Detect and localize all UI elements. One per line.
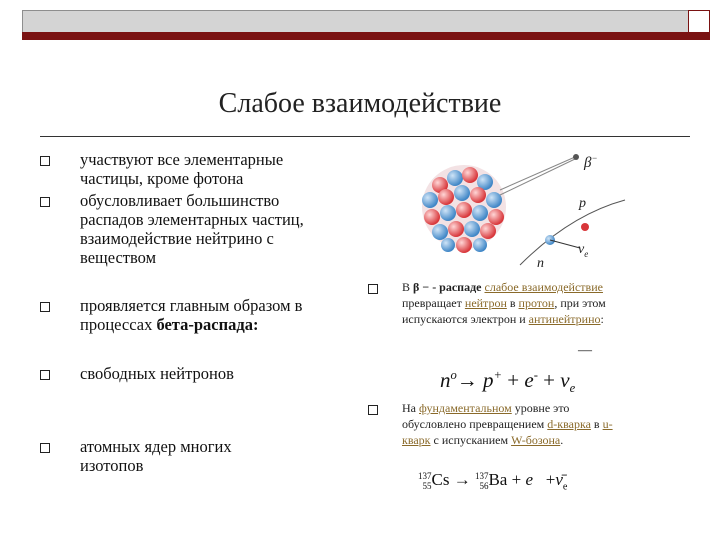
- nu-label: $\nu_e$: [578, 242, 589, 259]
- ba-numbers: [475, 471, 489, 491]
- rn1-l2a: превращает: [402, 296, 465, 310]
- right-note-2: [402, 400, 682, 448]
- rn1-l3a: испускаются электрон и: [402, 312, 529, 326]
- rn2-l3b: .: [560, 433, 564, 447]
- header-corner-box: [688, 10, 710, 33]
- bullet-icon: [40, 156, 50, 166]
- eq2-arrow: →: [453, 470, 471, 489]
- cs-decay-equation: [418, 470, 567, 492]
- n-label: n: [537, 256, 544, 271]
- bullet-icon: [40, 302, 50, 312]
- link-antineutrino[interactable]: антинейтрино: [528, 312, 601, 326]
- eq-e-sup: -: [533, 368, 538, 382]
- link-neutron[interactable]: нейтрон: [464, 296, 507, 310]
- rn2-l1b: уровне это: [511, 401, 570, 415]
- eq-nu: ν: [560, 368, 570, 392]
- bullet-text-3a: проявляется главным образом в процессах: [80, 296, 303, 334]
- bullet-icon: [368, 284, 378, 294]
- bullet-text-4: свободных нейтронов: [80, 364, 234, 383]
- link-w-boson[interactable]: W-бозона: [511, 433, 561, 447]
- bullet-icon: [40, 197, 50, 207]
- bullet-text-1: участвуют все элементарные частицы, кроме фотона: [80, 150, 284, 188]
- nucleus-icon: [422, 165, 506, 253]
- eq-nu-sub: e: [569, 381, 576, 396]
- eq-e: e: [524, 368, 534, 392]
- rn2-l2a: обусловлено превращением: [402, 417, 548, 431]
- right-note-1: [402, 279, 702, 327]
- bullet-icon: [40, 443, 50, 453]
- rn1-l3b: :: [600, 312, 604, 326]
- eq-plus1: +: [502, 368, 525, 392]
- eq-p: p: [483, 368, 494, 392]
- eq-p-sup: +: [493, 368, 503, 382]
- bullet-icon: [368, 405, 378, 415]
- eq2-e: e: [525, 470, 533, 489]
- bullet-text-3: [80, 296, 360, 334]
- header-red-stripe: [22, 32, 710, 40]
- antineutrino-bar: —: [578, 343, 592, 358]
- eq-n: n: [440, 368, 451, 392]
- bullet-text-2: обусловливает большинство распадов элементарных частиц, взаимодействие нейтрино с веществом: [80, 191, 304, 267]
- cs-numbers: [418, 471, 432, 491]
- rn2-l3a: с испусканием: [430, 433, 512, 447]
- rn1-l2c: , при этом: [554, 296, 606, 310]
- rn1-prefix: В: [402, 280, 414, 294]
- link-weak-interaction[interactable]: слабое взаимодействие: [484, 280, 603, 294]
- eq2-nu-sub: e: [562, 481, 568, 493]
- rn1-mid: - распаде: [432, 280, 482, 294]
- eq2-plus2: +: [545, 470, 556, 489]
- bullet-text-3b: бета-распада:: [156, 315, 259, 334]
- cs-mass: 137: [418, 471, 432, 482]
- eq-arrow: →: [456, 368, 478, 392]
- link-fundamental[interactable]: фундаментальном: [419, 401, 512, 415]
- rn1-l2b: в: [506, 296, 519, 310]
- slide-title: Слабое взаимодействие: [218, 88, 502, 119]
- cs-symbol: Cs: [431, 470, 450, 489]
- beta-decay-figure: [400, 145, 640, 275]
- ba-z: 56: [479, 481, 489, 492]
- eq2-plus1: +: [511, 470, 522, 489]
- beta-label: β−: [584, 153, 598, 171]
- beta-decay-equation: [440, 368, 575, 396]
- bullet-text-5: [80, 437, 280, 475]
- p-label: p: [579, 196, 586, 211]
- ba-mass: 137: [474, 471, 489, 482]
- eq-plus2: +: [537, 368, 561, 392]
- rn1-beta: β −: [413, 280, 433, 294]
- header-bar: [22, 10, 690, 33]
- bullet-icon: [40, 370, 50, 380]
- ba-symbol: Ba: [488, 470, 508, 489]
- title-rule: [40, 136, 690, 137]
- link-proton[interactable]: протон: [518, 296, 555, 310]
- eq-n-sup: o: [450, 368, 457, 382]
- rn2-l2b: в: [590, 417, 603, 431]
- eq2-nu: ν̄: [555, 470, 563, 489]
- link-u-quark[interactable]: u-: [602, 417, 613, 431]
- link-u-quark-2[interactable]: кварк: [402, 433, 431, 447]
- cs-z: 55: [422, 481, 432, 492]
- bullet-text-5-span: атомных ядер многих изотопов: [80, 437, 232, 475]
- link-d-quark[interactable]: d-кварка: [547, 417, 591, 431]
- rn2-l1a: На: [402, 401, 419, 415]
